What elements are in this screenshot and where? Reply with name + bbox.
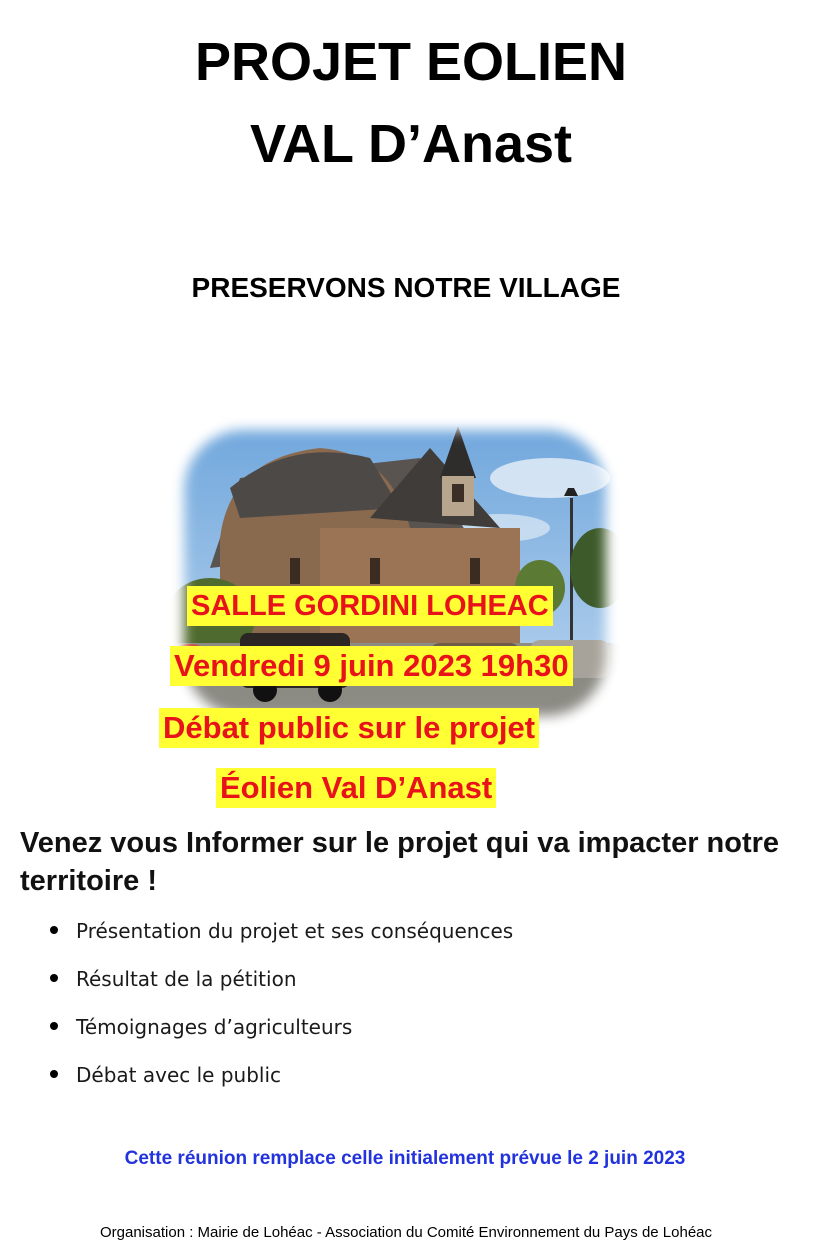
agenda-item-label: Témoignages d’agriculteurs: [76, 1015, 353, 1039]
agenda-item: [40, 910, 513, 958]
agenda-item-label: Débat avec le public: [76, 1063, 281, 1087]
bullet-icon: [50, 926, 58, 934]
event-topic-line2: Éolien Val D’Anast: [216, 768, 496, 808]
poster-title-line2: VAL D’Anast: [249, 114, 573, 174]
bullet-icon: [50, 1022, 58, 1030]
poster-title-line1: PROJET EOLIEN: [194, 32, 628, 92]
reschedule-notice: Cette réunion remplace celle initialement prévue le 2 juin 2023: [124, 1148, 686, 1169]
agenda-item: [40, 1006, 513, 1054]
bullet-icon: [50, 974, 58, 982]
agenda-list: [40, 910, 513, 1102]
bullet-icon: [50, 1070, 58, 1078]
agenda-item: [40, 958, 513, 1006]
event-venue: SALLE GORDINI LOHEAC: [187, 586, 553, 626]
event-date-time: Vendredi 9 juin 2023 19h30: [170, 646, 573, 686]
agenda-item-label: Résultat de la pétition: [76, 967, 297, 991]
organisation-footer: Organisation : Mairie de Lohéac - Association du Comité Environnement du Pays de Lohéac: [99, 1224, 713, 1241]
event-topic-line1: Débat public sur le projet: [159, 708, 539, 748]
agenda-item-label: Présentation du projet et ses conséquences: [76, 919, 514, 943]
lead-text: Venez vous Informer sur le projet qui va impacter notre territoire !: [20, 827, 780, 897]
poster-subtitle: PRESERVONS NOTRE VILLAGE: [191, 272, 621, 303]
agenda-item: [40, 1054, 513, 1102]
